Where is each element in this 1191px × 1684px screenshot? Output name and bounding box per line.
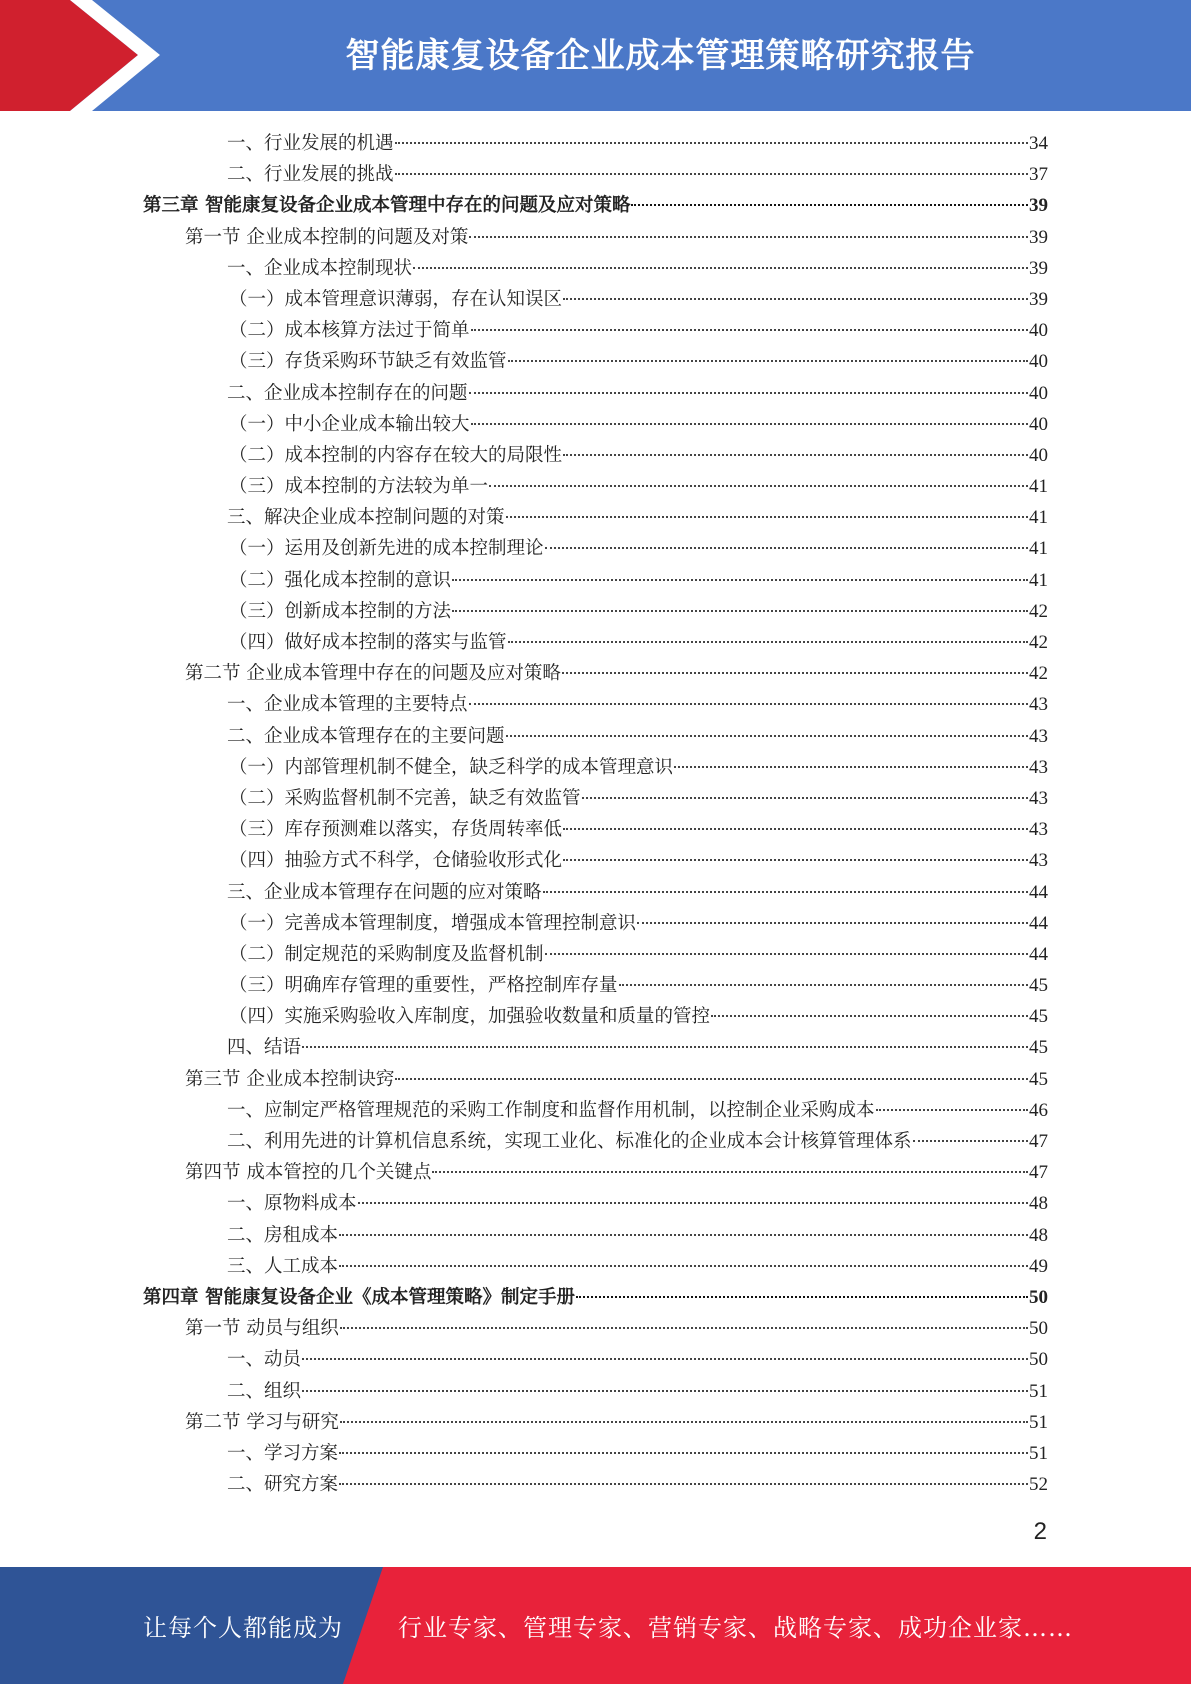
toc-entry-page: 40 [1029,320,1048,342]
toc-entry[interactable] [143,845,1048,876]
toc-entry-page: 45 [1029,975,1048,997]
toc-entry[interactable] [143,970,1048,1001]
toc-entry-title: 二、企业成本控制存在的问题 [227,382,468,404]
toc-entry-title: 三、解决企业成本控制问题的对策 [227,507,505,529]
dot-leader [582,797,1028,799]
toc-entry-title: （三）库存预测难以落实，存货周转率低 [229,819,563,841]
footer-expert-list: 行业专家、管理专家、营销专家、战略专家、成功企业家…… [398,1614,1073,1642]
dot-leader [395,1078,1028,1080]
dot-leader [413,267,1028,269]
toc-entry[interactable] [143,533,1048,564]
toc-entry-page: 44 [1029,912,1048,934]
toc-entry[interactable] [143,877,1048,908]
toc-entry[interactable] [143,1157,1048,1188]
toc-entry[interactable] [143,159,1048,190]
toc-entry-title: （二）制定规范的采购制度及监督机制 [229,943,544,965]
dot-leader [508,360,1028,362]
dot-leader [340,1421,1028,1423]
dot-leader [711,1015,1028,1017]
dot-leader [576,1296,1028,1298]
toc-entry[interactable] [143,1032,1048,1063]
toc-entry-page: 39 [1029,195,1048,217]
toc-entry-page: 42 [1029,632,1048,653]
toc-entry-page: 39 [1029,226,1048,248]
dot-leader [506,516,1028,518]
toc-entry-page: 40 [1029,382,1048,404]
toc-entry-page: 51 [1029,1380,1048,1402]
toc-entry-page: 44 [1029,881,1048,903]
toc-entry-page: 40 [1029,351,1048,373]
toc-entry-title: 第三章 智能康复设备企业成本管理中存在的问题及应对策略 [143,195,631,217]
toc-entry-title: 第四节 成本管控的几个关键点 [185,1162,432,1184]
toc-entry[interactable] [143,1001,1048,1032]
dot-leader [489,485,1028,487]
toc-entry-title: 第一节 企业成本控制的问题及对策 [185,226,469,248]
toc-entry-title: （一）运用及创新先进的成本控制理论 [229,538,544,560]
footer-slogan: 让每个人都能成为 [143,1614,343,1642]
dot-leader [631,204,1028,206]
toc-entry-title: 第二节 企业成本管理中存在的问题及应对策略 [185,663,561,685]
page-header [0,0,1191,111]
toc-entry[interactable] [143,1313,1048,1344]
toc-entry-page: 51 [1029,1442,1048,1464]
toc-entry-title: （二）成本核算方法过于简单 [229,320,470,342]
dot-leader [471,423,1028,425]
toc-entry[interactable] [143,222,1048,253]
toc-entry[interactable] [143,596,1048,627]
toc-entry-title: 一、原物料成本 [227,1193,357,1215]
toc-entry[interactable] [143,1344,1048,1375]
toc-entry-page: 42 [1029,663,1048,685]
toc-entry[interactable] [143,1126,1048,1157]
toc-entry-page: 45 [1029,1068,1048,1090]
toc-entry[interactable] [143,471,1048,502]
toc-entry[interactable] [143,128,1048,159]
toc-entry-title: （三）明确库存管理的重要性，严格控制库存量 [229,975,618,997]
toc-entry[interactable] [143,1188,1048,1219]
toc-entry-title: （四）抽验方式不科学，仓储验收形式化 [229,850,563,872]
dot-leader [358,1202,1028,1204]
toc-entry-page: 51 [1029,1411,1048,1433]
toc-entry[interactable] [143,1095,1048,1126]
toc-entry-page: 43 [1029,694,1048,716]
toc-entry-title: 二、企业成本管理存在的主要问题 [227,725,505,747]
toc-entry-title: 第四章 智能康复设备企业《成本管理策略》制定手册 [143,1286,575,1308]
toc-entry-title: （一）成本管理意识薄弱，存在认知误区 [229,288,563,310]
toc-entry[interactable] [143,1282,1048,1313]
toc-entry-title: （二）成本控制的内容存在较大的局限性 [229,444,563,466]
dot-leader [563,828,1028,830]
dot-leader [545,547,1028,549]
dot-leader [469,236,1028,238]
dot-leader [339,1483,1028,1485]
dot-leader [674,766,1028,768]
dot-leader [302,1390,1028,1392]
toc-entry-page: 44 [1029,943,1048,965]
toc-entry[interactable] [143,190,1048,221]
dot-leader [302,1358,1028,1360]
dot-leader [619,984,1028,986]
toc-entry-title: 一、企业成本管理的主要特点 [227,694,468,716]
toc-entry-page: 50 [1029,1349,1048,1371]
toc-entry-title: 一、学习方案 [227,1442,339,1464]
toc-entry-page: 43 [1029,787,1048,809]
toc-entry[interactable] [143,346,1048,377]
toc-entry-title: （三）存货采购环节缺乏有效监管 [229,351,507,373]
toc-entry-title: （一）完善成本管理制度，增强成本管理控制意识 [229,912,637,934]
dot-leader [471,329,1028,331]
toc-entry-page: 52 [1029,1474,1048,1496]
toc-entry[interactable] [143,1469,1048,1500]
toc-entry[interactable] [143,440,1048,471]
toc-entry[interactable] [143,284,1048,315]
toc-entry[interactable] [143,565,1048,596]
toc-entry-page: 43 [1029,850,1048,872]
toc-entry[interactable] [143,378,1048,409]
table-of-contents [143,128,1048,1500]
toc-entry-title: 一、行业发展的机遇 [227,133,394,154]
dot-leader [913,1140,1028,1142]
toc-entry[interactable] [143,908,1048,939]
dot-leader [562,672,1028,674]
toc-entry-page: 41 [1029,538,1048,560]
toc-entry[interactable] [143,1407,1048,1438]
toc-entry-page: 40 [1029,413,1048,435]
toc-entry[interactable] [143,1251,1048,1282]
dot-leader [563,454,1028,456]
toc-entry-title: 第二节 学习与研究 [185,1411,339,1433]
toc-entry-page: 47 [1029,1131,1048,1152]
toc-entry-title: 二、研究方案 [227,1474,339,1496]
toc-entry-page: 39 [1029,257,1048,279]
toc-entry-title: 一、动员 [227,1349,302,1371]
toc-entry-page: 50 [1029,1318,1048,1340]
page-footer [0,1567,1191,1684]
toc-entry-title: 四、结语 [227,1037,302,1059]
toc-entry-page: 45 [1029,1006,1048,1028]
toc-entry[interactable] [143,1376,1048,1407]
dot-leader [302,1046,1028,1048]
dot-leader [637,922,1028,924]
toc-entry-title: 二、组织 [227,1380,302,1402]
toc-entry[interactable] [143,1438,1048,1469]
toc-entry-title: 三、企业成本管理存在问题的应对策略 [227,881,542,903]
dot-leader [339,1234,1028,1236]
toc-entry-title: 第三节 企业成本控制诀窍 [185,1068,395,1090]
toc-entry-page: 42 [1029,600,1048,622]
toc-entry-page: 41 [1029,476,1048,498]
dot-leader [543,891,1028,893]
dot-leader [452,610,1028,612]
toc-entry-title: （三）创新成本控制的方法 [229,600,452,622]
dot-leader [563,859,1028,861]
toc-entry-page: 34 [1029,133,1048,154]
toc-entry[interactable] [143,721,1048,752]
toc-entry[interactable] [143,814,1048,845]
toc-entry[interactable] [143,1220,1048,1251]
dot-leader [506,735,1028,737]
page-number: 2 [1033,1518,1047,1545]
report-title: 智能康复设备企业成本管理策略研究报告 [345,36,976,76]
toc-entry[interactable] [143,315,1048,346]
dot-leader [469,703,1028,705]
toc-entry-page: 49 [1029,1255,1048,1277]
toc-entry[interactable] [143,752,1048,783]
dot-leader [469,392,1028,394]
dot-leader [563,298,1028,300]
toc-entry-title: 三、人工成本 [227,1255,339,1277]
toc-entry[interactable] [143,502,1048,533]
toc-entry-page: 48 [1029,1224,1048,1246]
toc-entry-title: （四）实施采购验收入库制度，加强验收数量和质量的管控 [229,1006,711,1028]
toc-entry[interactable] [143,783,1048,814]
dot-leader [339,1265,1028,1267]
toc-entry-page: 37 [1029,164,1048,186]
toc-entry-title: 二、利用先进的计算机信息系统，实现工业化、标准化的企业成本会计核算管理体系 [227,1131,912,1152]
toc-entry-title: （一）内部管理机制不健全，缺乏科学的成本管理意识 [229,756,674,778]
toc-entry-title: （一）中小企业成本输出较大 [229,413,470,435]
dot-leader [395,173,1028,175]
toc-entry-title: （二）强化成本控制的意识 [229,569,452,591]
toc-entry-page: 43 [1029,819,1048,841]
toc-entry-page: 47 [1029,1162,1048,1184]
toc-entry-title: （四）做好成本控制的落实与监管 [229,632,507,653]
dot-leader [340,1327,1028,1329]
toc-entry-page: 48 [1029,1193,1048,1215]
dot-leader [432,1171,1028,1173]
toc-entry[interactable] [143,939,1048,970]
toc-entry-page: 39 [1029,288,1048,310]
toc-entry-page: 46 [1029,1099,1048,1121]
dot-leader [545,953,1028,955]
toc-entry[interactable] [143,1064,1048,1095]
toc-entry[interactable] [143,253,1048,284]
toc-entry[interactable] [143,409,1048,440]
toc-entry-page: 41 [1029,569,1048,591]
toc-entry[interactable] [143,658,1048,689]
toc-entry-title: 二、房租成本 [227,1224,339,1246]
toc-entry-page: 41 [1029,507,1048,529]
toc-entry-title: （二）采购监督机制不完善，缺乏有效监管 [229,787,581,809]
toc-entry[interactable] [143,627,1048,658]
toc-entry-page: 43 [1029,725,1048,747]
toc-entry-page: 40 [1029,444,1048,466]
toc-entry-title: 二、行业发展的挑战 [227,164,394,186]
dot-leader [395,142,1028,144]
toc-entry-page: 50 [1029,1286,1048,1308]
toc-entry[interactable] [143,689,1048,720]
toc-entry-title: 第一节 动员与组织 [185,1318,339,1340]
dot-leader [339,1452,1028,1454]
dot-leader [876,1109,1028,1111]
dot-leader [452,579,1028,581]
toc-entry-title: 一、应制定严格管理规范的采购工作制度和监督作用机制，以控制企业采购成本 [227,1099,875,1121]
toc-entry-title: 一、企业成本控制现状 [227,257,413,279]
toc-entry-page: 43 [1029,756,1048,778]
toc-entry-title: （三）成本控制的方法较为单一 [229,476,489,498]
dot-leader [508,641,1028,643]
toc-entry-page: 45 [1029,1037,1048,1059]
